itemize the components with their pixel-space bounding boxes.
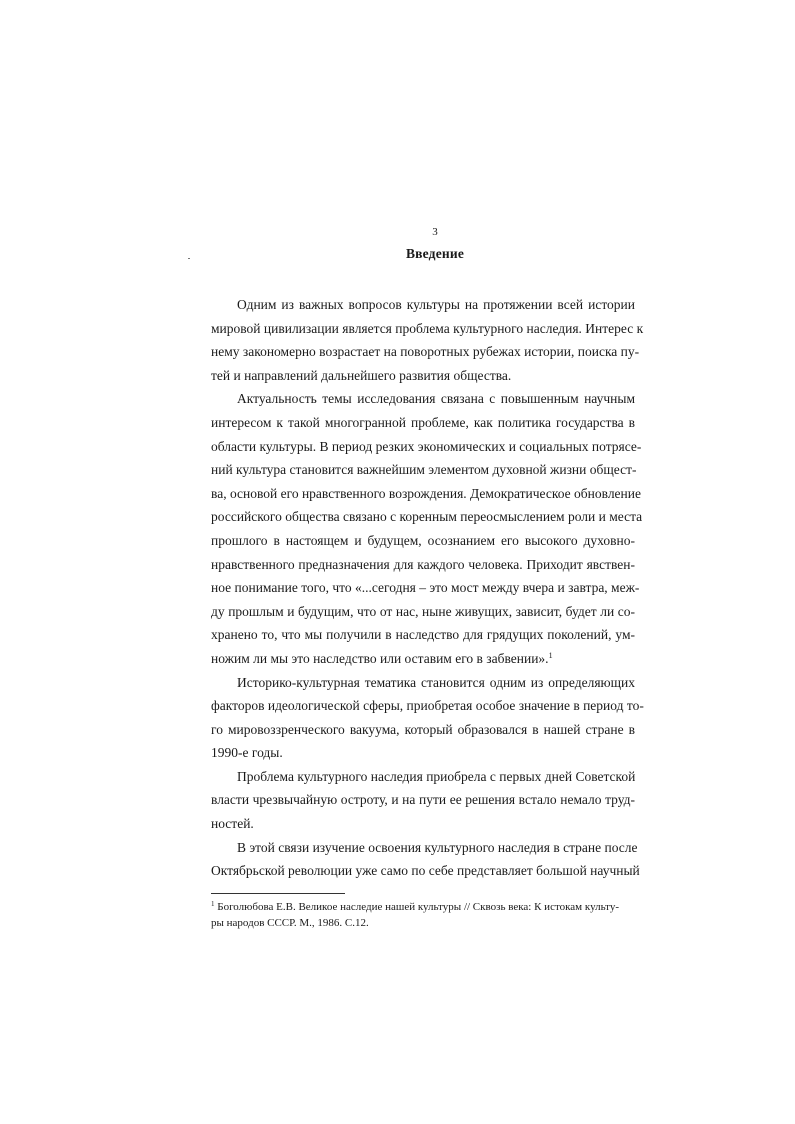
page-title: Введение bbox=[405, 246, 465, 261]
footnote-divider bbox=[211, 893, 345, 894]
footnote bbox=[211, 899, 635, 931]
footnote-text: Боголюбова Е.В. Великое наследие нашей культуры // Сквозь века: К истокам культу- bbox=[217, 901, 620, 913]
text-line: области культуры. В период резких экономических и социальных потрясе- bbox=[211, 438, 642, 454]
text-line: 1990-е годы. bbox=[211, 745, 283, 761]
footnote-line: ры народов СССР. М., 1986. С.12. bbox=[211, 917, 369, 929]
text-line: власти чрезвычайную остроту, и на пути ее решения встало немало труд- bbox=[211, 792, 635, 808]
text-line: факторов идеологической сферы, приобретая особое значение в период то- bbox=[211, 698, 644, 714]
text-line: В этой связи изучение освоения культурного наследия в стране после bbox=[237, 839, 638, 855]
text-line: ностей. bbox=[211, 816, 254, 832]
footnote-reference[interactable]: 1 bbox=[548, 650, 553, 660]
text-line: ва, основой его нравственного возрождения. Демократическое обновление bbox=[211, 485, 641, 501]
text-line: Историко-культурная тематика становится одним из определяющих bbox=[237, 674, 635, 690]
text-line bbox=[211, 647, 635, 671]
text-line: Проблема культурного наследия приобрела с первых дней Советской bbox=[237, 768, 636, 784]
footnote-line bbox=[211, 899, 635, 915]
text-line: Одним из важных вопросов культуры на протяжении всей истории bbox=[237, 297, 635, 312]
text-line: интересом к такой многогранной проблеме, как политика государства в bbox=[211, 414, 635, 430]
paragraph bbox=[211, 836, 640, 883]
text-line: Актуальность темы исследования связана с повышенным научным bbox=[237, 391, 635, 407]
text-line: ду прошлым и будущим, что от нас, ныне живущих, зависит, будет ли со- bbox=[211, 603, 635, 619]
paragraph bbox=[211, 387, 643, 670]
text-line: тей и направлений дальнейшего развития общества. bbox=[211, 367, 512, 383]
text-line: прошлого в настоящем и будущем, осознанием его высокого духовно- bbox=[211, 532, 635, 548]
page-number: 3 bbox=[432, 226, 438, 238]
text-line: ний культура становится важнейшим элементом духовной жизни общест- bbox=[211, 462, 637, 478]
text-line: Октябрьской революции уже само по себе представляет большой научный bbox=[211, 863, 640, 879]
text-line: хранено то, что мы получили в наследство для грядущих поколений, ум- bbox=[211, 627, 635, 643]
footnote-number: 1 bbox=[211, 900, 215, 908]
text-line: ное понимание того, что «...сегодня – это мост между вчера и завтра, меж- bbox=[211, 580, 640, 596]
text-line: го мировоззренческого вакуума, который образовался в нашей стране в bbox=[211, 721, 635, 737]
text-line: российского общества связано с коренным переосмыслением роли и места bbox=[211, 509, 643, 525]
text-line-content: ножим ли мы это наследство или оставим его в забвении». bbox=[211, 650, 549, 666]
text-line: мировой цивилизации является проблема культурного наследия. Интерес к bbox=[211, 320, 644, 336]
paragraph bbox=[211, 765, 635, 836]
text-line: нравственного предназначения для каждого человека. Приходит явствен- bbox=[211, 556, 635, 572]
paragraph bbox=[211, 671, 644, 765]
scan-speck bbox=[188, 258, 190, 259]
paragraph bbox=[211, 293, 644, 387]
text-line: нему закономерно возрастает на поворотных рубежах истории, поиска пу- bbox=[211, 344, 640, 360]
body-text bbox=[211, 293, 644, 883]
